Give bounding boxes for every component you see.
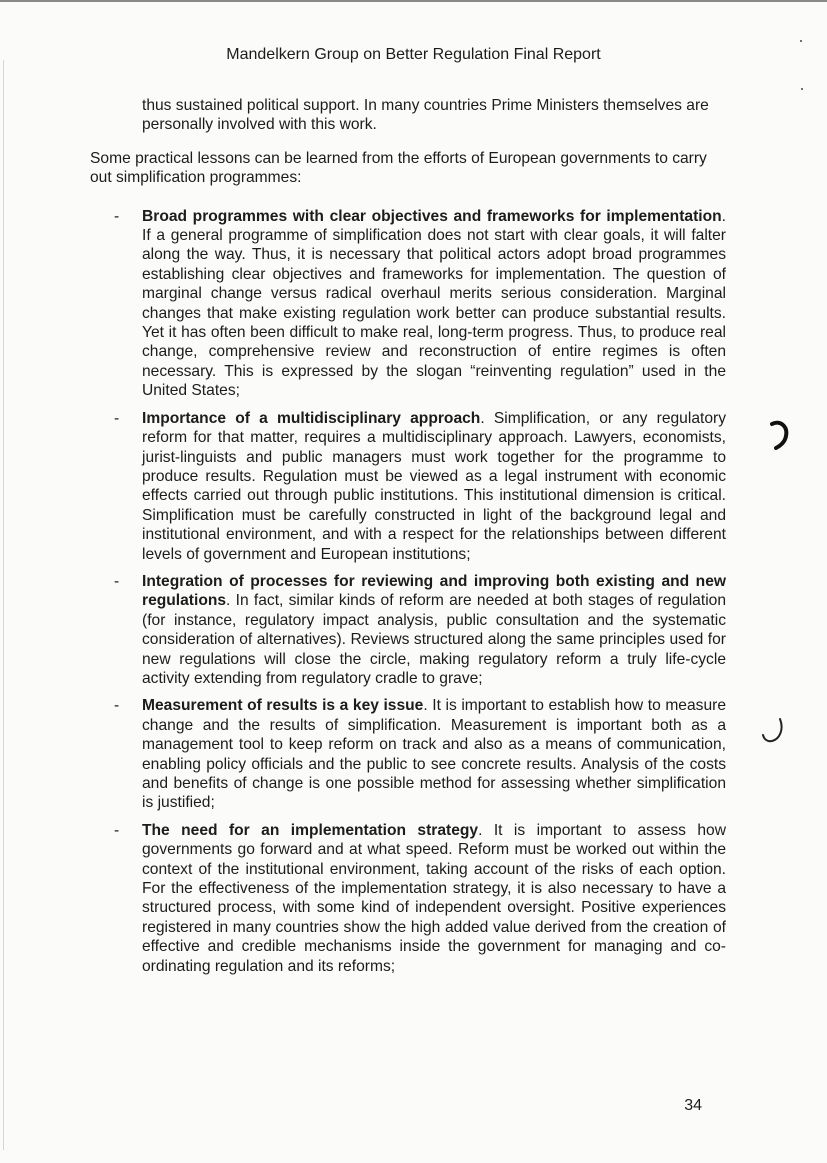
list-item <box>114 409 726 564</box>
bullet-heading: Importance of a multidisciplinary approach <box>142 409 481 427</box>
page-number: 34 <box>684 1097 702 1114</box>
bullet-heading: Broad programmes with clear objectives and frameworks for implementation <box>142 207 722 225</box>
lessons-list <box>90 207 726 976</box>
bullet-dash: - <box>114 572 120 590</box>
list-item <box>114 207 726 401</box>
bullet-heading: Measurement of results is a key issue <box>142 697 424 715</box>
bullet-dash: - <box>114 821 120 839</box>
binder-hole-mark-lower <box>760 715 786 745</box>
bullet-dash: - <box>114 207 120 225</box>
bullet-heading: Integration of processes for reviewing and improving both existing and new regulations <box>142 572 726 610</box>
intro-continuation: thus sustained political support. In many countries Prime Ministers themselves are personally involved with this work. <box>142 97 709 134</box>
bullet-text: . It is important to establish how to measure change and the results of simplification. Measurement is important both as a management tool to keep reform on track and also as a means of communication, enabling policy officials and the public to see concrete results. Analysis of the costs and benefits of change is one possible method for assessing whether simplification is justified; <box>142 697 726 812</box>
bullet-text: . In fact, similar kinds of reform are needed at both stages of regulation (for instance, regulatory impact analysis, public consultation and the systematic consideration of alternatives). Reviews structured along the same principles used for new regulations will close the circle, making regulatory reform a truly life-cycle activity extending from regulatory cradle to grave; <box>142 592 726 687</box>
left-margin-line <box>3 60 4 1150</box>
scan-speck <box>801 88 803 90</box>
bullet-text: . It is important to assess how governments go forward and at what speed. Reform must be worked out within the context of the institutional environment, taking account of the risks of each option. For the effectiveness of the implementation strategy, it is also necessary to have a structured process, with some kind of independent oversight. Positive experiences registered in many countries show the high added value derived from the creation of effective and credible mechanisms inside the government for managing and co-ordinating regulation and its reforms; <box>142 821 726 975</box>
bullet-heading: The need for an implementation strategy <box>142 821 479 839</box>
list-item <box>114 572 726 688</box>
lessons-intro: Some practical lessons can be learned from the efforts of European governments to carry out simplification programmes: <box>90 149 707 187</box>
scan-speck <box>800 40 802 42</box>
bullet-dash: - <box>114 697 120 715</box>
top-edge-rule <box>0 0 827 2</box>
bullet-dash: - <box>114 409 120 427</box>
binder-hole-mark-upper <box>768 420 792 450</box>
list-item <box>114 821 726 976</box>
page-header: Mandelkern Group on Better Regulation Final Report <box>226 46 601 63</box>
bullet-text: . If a general programme of simplification does not start with clear goals, it will falter along the way. Thus, it is necessary that political actors adopt broad programmes establishing clear objectives and frameworks for implementation. The question of marginal change versus radical overhaul merits serious consideration. Marginal changes that make existing regulation work better can produce substantial results. Yet it has often been difficult to make real, long-term progress. Thus, to produce real change, comprehensive review and reconstruction of entire regimes is often necessary. This is expressed by the slogan “reinventing regulation” used in the United States; <box>142 207 726 400</box>
list-item <box>114 696 726 812</box>
bullet-text: . Simplification, or any regulatory reform for that matter, requires a multidisciplinary approach. Lawyers, economists, jurist-linguists and public managers must work together for the programme to produce results. Regulation must be viewed as a legal instrument with economic effects carried out through public institutions. This institutional dimension is critical. Simplification must be carefully constructed in light of the background legal and institutional environment, and with a respect for the relationships between different levels of government and European institutions; <box>142 409 726 563</box>
page-body <box>90 96 726 984</box>
